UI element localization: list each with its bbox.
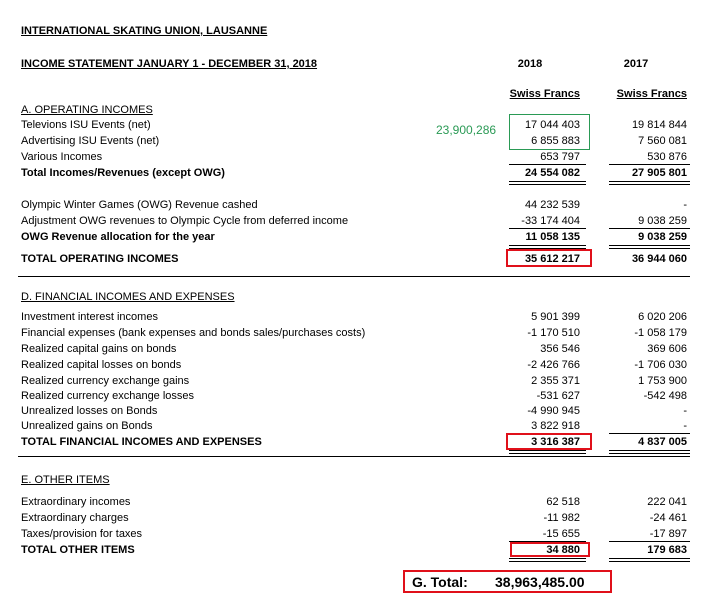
row-value-2018: 3 822 918: [531, 420, 580, 432]
row-value-2017: 9 038 259: [638, 231, 687, 243]
row-value-2017: 222 041: [647, 496, 687, 508]
section-d-title: D. FINANCIAL INCOMES AND EXPENSES: [21, 291, 235, 303]
row-label: Realized capital gains on bonds: [21, 343, 177, 355]
divider: [509, 228, 586, 229]
row-value-2017: -1 706 030: [634, 359, 687, 371]
row-label: Realized capital losses on bonds: [21, 359, 182, 371]
row-label: Realized currency exchange gains: [21, 375, 190, 387]
row-value-2017: -: [683, 199, 687, 211]
row-label: Adjustment OWG revenues to Olympic Cycle from deferred income: [21, 215, 349, 227]
row-value-2018: 5 901 399: [531, 311, 580, 323]
row-label: Extraordinary incomes: [21, 496, 131, 508]
section-divider: [18, 276, 690, 277]
statement-title: INCOME STATEMENT JANUARY 1 - DECEMBER 31, 2018: [21, 58, 318, 70]
double-underline: [609, 245, 690, 249]
double-underline: [609, 450, 690, 454]
row-value-2018: -15 655: [542, 528, 580, 540]
row-value-2017: 4 837 005: [638, 436, 687, 448]
section-e-title: E. OTHER ITEMS: [21, 474, 110, 486]
row-value-2017: 7 560 081: [638, 135, 687, 147]
annotation-sum: 23,900,286: [436, 123, 497, 137]
row-value-2018: 653 797: [540, 151, 580, 163]
row-label: Financial expenses (bank expenses and bonds sales/purchases costs): [21, 327, 366, 339]
currency-2017-header: Swiss Francs: [616, 88, 687, 100]
row-label: Taxes/provision for taxes: [21, 528, 143, 540]
row-value-2018: 34 880: [546, 544, 580, 556]
double-underline: [509, 181, 586, 185]
row-label: Olympic Winter Games (OWG) Revenue cashed: [21, 199, 258, 211]
highlight-box: [510, 542, 590, 557]
row-value-2017: 530 876: [647, 151, 687, 163]
grand-total-value: 38,963,485.00: [495, 574, 585, 590]
row-value-2018: -1 170 510: [527, 327, 580, 339]
divider: [609, 433, 690, 434]
row-value-2017: 36 944 060: [631, 253, 687, 265]
row-label: Advertising ISU Events (net): [21, 135, 160, 147]
divider: [609, 541, 690, 542]
double-underline: [509, 558, 586, 562]
row-value-2018: 35 612 217: [524, 253, 580, 265]
row-value-2018: 6 855 883: [531, 135, 580, 147]
row-value-2017: -1 058 179: [634, 327, 687, 339]
highlight-box: [506, 433, 592, 450]
row-value-2018: 3 316 387: [531, 436, 580, 448]
row-value-2018: 44 232 539: [524, 199, 580, 211]
row-value-2018: 356 546: [540, 343, 580, 355]
row-value-2017: 27 905 801: [631, 167, 687, 179]
row-value-2017: 6 020 206: [638, 311, 687, 323]
row-value-2017: -: [683, 420, 687, 432]
row-label: Televions ISU Events (net): [21, 119, 151, 131]
row-value-2018: 62 518: [546, 496, 580, 508]
year-2017-header: 2017: [623, 58, 649, 70]
row-value-2017: 19 814 844: [631, 119, 687, 131]
row-label: OWG Revenue allocation for the year: [21, 231, 215, 243]
row-label: Investment interest incomes: [21, 311, 158, 323]
row-label: TOTAL FINANCIAL INCOMES AND EXPENSES: [21, 436, 262, 448]
row-value-2018: 2 355 371: [531, 375, 580, 387]
row-value-2018: -531 627: [536, 390, 580, 402]
double-underline: [609, 181, 690, 185]
row-value-2017: 179 683: [647, 544, 687, 556]
row-value-2017: -542 498: [643, 390, 687, 402]
annotation-box: [509, 114, 590, 150]
currency-2018-header: Swiss Francs: [509, 88, 580, 100]
row-value-2017: 1 753 900: [638, 375, 687, 387]
row-value-2018: 17 044 403: [524, 119, 580, 131]
double-underline: [609, 558, 690, 562]
divider: [609, 164, 690, 165]
section-divider: [18, 456, 690, 457]
row-label: TOTAL OTHER ITEMS: [21, 544, 135, 556]
row-label: Extraordinary charges: [21, 512, 129, 524]
row-label: Unrealized gains on Bonds: [21, 420, 153, 432]
double-underline: [509, 450, 586, 454]
row-value-2017: -17 897: [649, 528, 687, 540]
row-label: Various Incomes: [21, 151, 103, 163]
org-title: INTERNATIONAL SKATING UNION, LAUSANNE: [21, 25, 268, 37]
divider: [609, 228, 690, 229]
row-value-2017: 369 606: [647, 343, 687, 355]
row-label: TOTAL OPERATING INCOMES: [21, 253, 179, 265]
row-value-2018: -11 982: [543, 512, 580, 524]
row-value-2017: 9 038 259: [638, 215, 687, 227]
row-value-2018: -2 426 766: [527, 359, 580, 371]
highlight-box: [506, 249, 592, 267]
year-2018-header: 2018: [517, 58, 543, 70]
row-label: Realized currency exchange losses: [21, 390, 195, 402]
row-value-2017: -: [683, 405, 687, 417]
row-value-2018: 24 554 082: [524, 167, 580, 179]
row-value-2017: -24 461: [649, 512, 687, 524]
divider: [509, 164, 586, 165]
row-value-2018: 11 058 135: [525, 231, 580, 243]
grand-total-label: G. Total:: [412, 574, 468, 590]
row-value-2018: -33 174 404: [521, 215, 580, 227]
row-label: Unrealized losses on Bonds: [21, 405, 158, 417]
row-value-2018: -4 990 945: [527, 405, 580, 417]
row-label: Total Incomes/Revenues (except OWG): [21, 167, 225, 179]
section-a-title: A. OPERATING INCOMES: [21, 104, 153, 116]
